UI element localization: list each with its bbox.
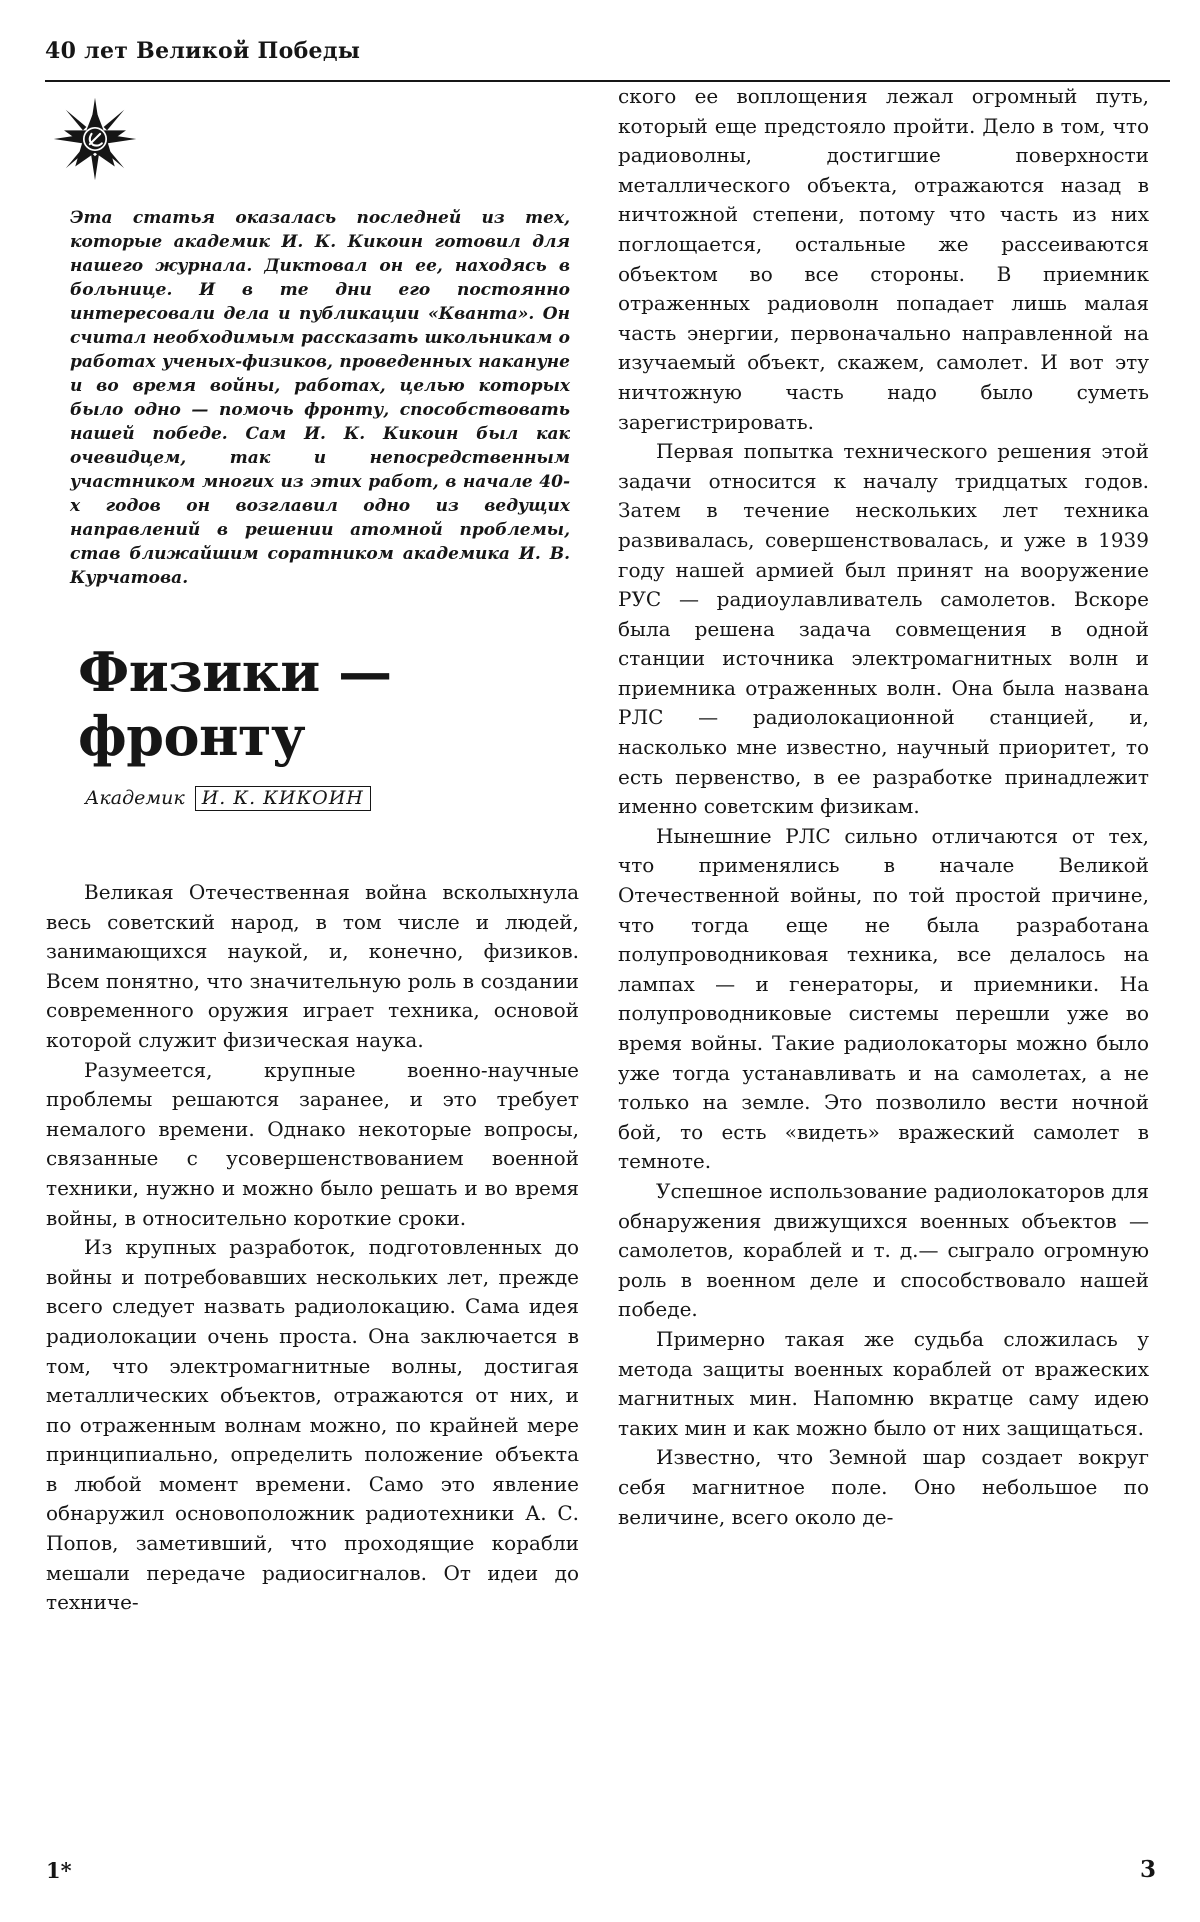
signature-mark: 1* <box>46 1858 72 1883</box>
paragraph-continuation: ского ее воплощения лежал огромный путь, который еще предстояло пройти. Дело в том, что радиоволны, достигшие поверхности металлического объекта, отражаются назад в ничтожной степени, потому что часть из них поглощается, остальные же рассеиваются объектом во все стороны. В приемник отраженных радиоволн попадает лишь малая часть энергии, первоначально направленной на изучаемый объект, скажем, самолет. И вот эту ничтожную часть надо было суметь зарегистрировать. <box>618 84 1149 434</box>
running-head: 40 лет Великой Победы <box>45 38 361 64</box>
paragraph: Великая Отечественная война всколыхнула весь советский народ, в том числе и людей, занимающихся наукой, и, конечно, физиков. Всем понятно, что значительную роль в создании современного оружия играет техника, основой которой служит физическая наука. <box>46 880 579 1052</box>
author-name-framed: И. К. КИКОИН <box>195 786 371 811</box>
paragraph: Примерно такая же судьба сложилась у метода защиты военных кораблей от вражеских магнитных мин. Напомню вкратце саму идею таких мин и как можно было от них защищаться. <box>618 1326 1149 1440</box>
byline-prefix: Академик <box>85 787 185 809</box>
paragraph: Успешное использование радиолокаторов для обнаружения движущихся военных объектов — самолетов, кораблей и т. д.— сыграло огромную роль в военном деле и способствовало нашей победе. <box>618 1178 1149 1322</box>
article-title <box>78 640 558 768</box>
left-column <box>46 878 579 1618</box>
byline <box>85 786 371 811</box>
editorial-intro: Эта статья оказалась последней из тех, которые академик И. К. Кикоин готовил для нашего журнала. Диктовал он ее, находясь в больнице. И в те дни его постоянно интересовали дела и публикации «Кванта». Он считал необходимым рассказать школьникам о работах ученых-физиков, проведенных накануне и во время войны, работах, целью которых было одно — помочь фронту, способствовать нашей победе. Сам И. К. Кикоин был как очевидцем, так и непосредственным участником многих из этих работ, в начале 40-х годов он возглавил одно из ведущих направлений в решении атомной проблемы, став ближайшим соратником академика И. В. Курчатова. <box>70 208 570 588</box>
right-column <box>618 82 1149 1532</box>
paragraph: Нынешние РЛС сильно отличаются от тех, что применялись в начале Великой Отечественной войны, по той простой причине, что тогда еще не была разработана полупроводниковая техника, все делалось на лампах — и генераторы, и приемники. На полупроводниковые системы перешли уже во время войны. Такие радиолокаторы можно было уже тогда устанавливать и на самолетах, а не только на земле. Это позволило вести ночной бой, то есть «видеть» вражеский самолет в темноте. <box>618 823 1149 1174</box>
page-number: 3 <box>1139 1856 1156 1883</box>
title-line: Физики — <box>78 640 392 704</box>
paragraph: Из крупных разработок, подготовленных до войны и потребовавших нескольких лет, прежде всего следует назвать радиолокацию. Сама идея радиолокации очень проста. Она заключается в том, что электромагнитные волны, достигая металлических объектов, отражаются от них, и по отраженным волнам можно, по крайней мере принципиально, определить положение объекта в любой момент времени. Само это явление обнаружил основоположник радиотехники А. С. Попов, заметивший, что проходящие корабли мешали передаче радиосигналов. От идеи до техниче- <box>46 1235 579 1615</box>
paragraph: Разумеется, крупные военно-научные проблемы решаются заранее, и это требует немалого времени. Однако некоторые вопросы, связанные с усовершенствованием военной техники, нужно и можно было решать и во время войны, в относительно короткие сроки. <box>46 1057 579 1230</box>
paragraph: Первая попытка технического решения этой задачи относится к началу тридцатых годов. Затем в течение нескольких лет техника развивалась, совершенствовалась, и уже в 1939 году нашей армией был принят на вооружение РУС — радиоулавливатель самолетов. Вскоре была решена задача совмещения в одной станции источника электромагнитных волн и приемника отраженных волн. Она была названа РЛС — радиолокационной станцией, и, насколько мне известно, научный приоритет, то есть первенство, в ее разработке принадлежит именно советским физикам. <box>618 439 1149 819</box>
paragraph: Известно, что Земной шар создает вокруг себя магнитное поле. Оно небольшое по величине, всего около де- <box>618 1445 1149 1529</box>
order-star-emblem-icon <box>52 96 138 182</box>
title-line: фронту <box>78 704 306 768</box>
